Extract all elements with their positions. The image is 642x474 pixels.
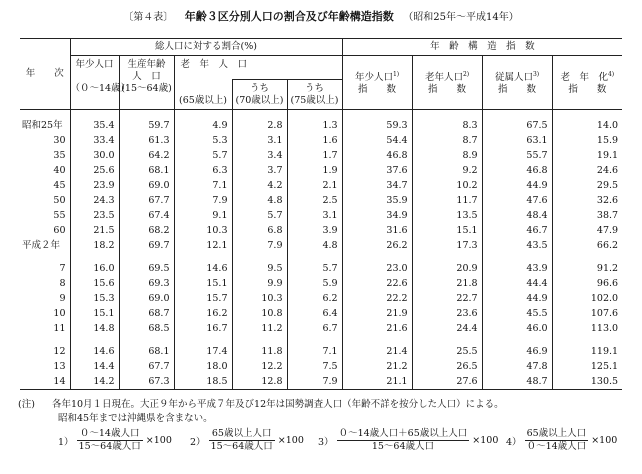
value-cell: 4.2 [232,178,287,193]
value-cell: 21.4 [342,344,412,359]
value-cell: 14.6 [70,344,119,359]
value-cell: 21.5 [70,223,119,238]
value-cell: 55.7 [482,148,552,163]
value-cell: 15.6 [70,276,119,291]
value-cell: 67.3 [119,374,174,390]
value-cell: 67.4 [119,208,174,223]
value-cell: 59.7 [119,118,174,133]
value-cell: 113.0 [552,321,622,336]
table-notes [18,398,628,426]
value-cell: 63.1 [482,133,552,148]
value-cell: 119.1 [552,344,622,359]
table-row [20,193,622,208]
year-cell: 8 [59,278,66,289]
value-cell: 67.5 [482,118,552,133]
year-cell: 40 [53,165,66,176]
value-cell: 1.9 [287,163,342,178]
value-cell: 16.2 [174,306,232,321]
value-cell: 2.5 [287,193,342,208]
value-cell: 18.2 [70,238,119,253]
value-cell: 16.0 [70,261,119,276]
table-title [0,10,642,25]
value-cell: 47.9 [552,223,622,238]
value-cell: 11.2 [232,321,287,336]
value-cell: 46.0 [482,321,552,336]
value-cell: 6.3 [174,163,232,178]
value-cell: 68.2 [119,223,174,238]
value-cell: 3.1 [287,208,342,223]
value-cell: 6.8 [232,223,287,238]
value-cell: 10.3 [232,291,287,306]
value-cell: 9.5 [232,261,287,276]
value-cell: 46.9 [482,344,552,359]
value-cell: 7.9 [174,193,232,208]
dependency-index-header: 従属人口$^{3)}$ 指 数 [482,56,552,110]
value-cell: 15.7 [174,291,232,306]
value-cell: 64.2 [119,148,174,163]
value-cell: 91.2 [552,261,622,276]
value-cell: 22.6 [342,276,412,291]
year-cell: 55 [53,210,66,221]
value-cell: 21.6 [342,321,412,336]
old-index-header: 老年人口$^{2)}$ 指 数 [412,56,482,110]
value-cell: 47.6 [482,193,552,208]
population-structure-table [20,38,622,390]
value-cell: 27.6 [412,374,482,390]
table-header [20,39,622,110]
value-cell: 96.6 [552,276,622,291]
table-number: 〔第４表〕 [123,12,174,23]
value-cell: 1.3 [287,118,342,133]
value-cell: 4.8 [232,193,287,208]
value-cell: 17.3 [412,238,482,253]
value-cell: 21.9 [342,306,412,321]
value-cell: 8.9 [412,148,482,163]
young-pop-header: 年少人口 （０～14歳） [70,56,119,110]
value-cell: 24.3 [70,193,119,208]
value-cell: 14.8 [70,321,119,336]
value-cell: 46.7 [482,223,552,238]
value-cell: 31.6 [342,223,412,238]
value-cell: 14.2 [70,374,119,390]
value-cell: 1.7 [287,148,342,163]
value-cell: 107.6 [552,306,622,321]
elderly-range-header: (65歳以上) [174,80,232,110]
formula-dependency-index: 3） $\frac{\text{０～14歳人口＋65歳以上人口}}{\text{15～64歳人口}}$ ×100 [318,428,499,452]
table-row [20,208,622,223]
value-cell: 25.5 [412,344,482,359]
year-cell: 12 [53,346,66,357]
value-cell: 69.3 [119,276,174,291]
value-cell: 68.1 [119,163,174,178]
value-cell: 38.7 [552,208,622,223]
value-cell: 47.8 [482,359,552,374]
value-cell: 10.2 [412,178,482,193]
value-cell: 14.6 [174,261,232,276]
value-cell: 5.7 [287,261,342,276]
value-cell: 44.4 [482,276,552,291]
table-row [20,163,622,178]
value-cell: 23.9 [70,178,119,193]
value-cell: 43.5 [482,238,552,253]
value-cell: 66.2 [552,238,622,253]
value-cell: 16.7 [174,321,232,336]
year-cell: 11 [53,323,66,334]
value-cell: 68.7 [119,306,174,321]
value-cell: 15.1 [70,306,119,321]
over70-header: うち (70歳以上) [232,80,287,110]
year-cell: 45 [53,180,66,191]
value-cell: 15.9 [552,133,622,148]
value-cell: 10.3 [174,223,232,238]
year-cell: 50 [53,195,66,206]
value-cell: 68.5 [119,321,174,336]
index-group-header: 年 齢 構 造 指 数 [342,39,622,56]
value-cell: 22.2 [342,291,412,306]
value-cell: 3.9 [287,223,342,238]
value-cell: 11.8 [232,344,287,359]
value-cell: 7.5 [287,359,342,374]
value-cell: 3.7 [232,163,287,178]
value-cell: 102.0 [552,291,622,306]
value-cell: 67.7 [119,359,174,374]
value-cell: 18.0 [174,359,232,374]
value-cell: 33.4 [70,133,119,148]
value-cell: 54.4 [342,133,412,148]
formula-old-index: 2） $\frac{\text{65歳以上人口}}{\text{15～64歳人口}}$ ×100 [190,428,304,452]
value-cell: 20.9 [412,261,482,276]
value-cell: 12.2 [232,359,287,374]
value-cell: 23.6 [412,306,482,321]
table-row [20,374,622,390]
value-cell: 43.9 [482,261,552,276]
value-cell: 9.2 [412,163,482,178]
value-cell: 5.9 [287,276,342,291]
year-cell: 9 [59,293,66,304]
value-cell: 48.7 [482,374,552,390]
table-row [20,359,622,374]
year-cell: 13 [53,361,66,372]
value-cell: 34.9 [342,208,412,223]
notes-mark: (注) [18,399,35,410]
value-cell: 4.9 [174,118,232,133]
value-cell: 24.6 [552,163,622,178]
value-cell: 12.8 [232,374,287,390]
year-header: 年 次 [25,68,64,79]
value-cell: 5.3 [174,133,232,148]
value-cell: 6.7 [287,321,342,336]
value-cell: 1.6 [287,133,342,148]
value-cell: 35.4 [70,118,119,133]
value-cell: 23.5 [70,208,119,223]
over75-header: うち (75歳以上) [287,80,342,110]
year-cell: 60 [53,225,66,236]
elderly-pop-header: 老 年 人 口 [174,56,342,80]
value-cell: 21.2 [342,359,412,374]
value-cell: 8.7 [412,133,482,148]
aging-index-header: 老 年 化$^{4)}$ 指 数 [552,56,622,110]
value-cell: 37.6 [342,163,412,178]
value-cell: 6.2 [287,291,342,306]
value-cell: 125.1 [552,359,622,374]
value-cell: 4.8 [287,238,342,253]
value-cell: 48.4 [482,208,552,223]
working-pop-header: 生産年齢 人 口 (15～64歳) [119,56,174,110]
table-row [20,306,622,321]
value-cell: 15.1 [412,223,482,238]
table-row [20,276,622,291]
value-cell: 13.5 [412,208,482,223]
value-cell: 24.4 [412,321,482,336]
value-cell: 69.5 [119,261,174,276]
value-cell: 14.0 [552,118,622,133]
table-row [20,261,622,276]
value-cell: 30.0 [70,148,119,163]
value-cell: 3.4 [232,148,287,163]
value-cell: 46.8 [482,163,552,178]
value-cell: 61.3 [119,133,174,148]
year-cell: 7 [59,263,66,274]
value-cell: 19.1 [552,148,622,163]
value-cell: 45.5 [482,306,552,321]
value-cell: 59.3 [342,118,412,133]
value-cell: 2.1 [287,178,342,193]
year-cell: 昭和25年 [22,120,63,131]
value-cell: 34.7 [342,178,412,193]
table-heading: 年齢３区分別人口の割合及び年齢構造指数 [184,10,394,23]
table-body [20,110,622,390]
value-cell: 7.1 [287,344,342,359]
value-cell: 22.7 [412,291,482,306]
value-cell: 5.7 [174,148,232,163]
value-cell: 23.0 [342,261,412,276]
year-cell: 35 [53,150,66,161]
value-cell: 9.1 [174,208,232,223]
value-cell: 26.2 [342,238,412,253]
year-cell: 30 [53,135,66,146]
value-cell: 46.8 [342,148,412,163]
value-cell: 44.9 [482,291,552,306]
value-cell: 29.5 [552,178,622,193]
value-cell: 67.7 [119,193,174,208]
table-period: （昭和25年～平成14年） [403,12,519,23]
value-cell: 130.5 [552,374,622,390]
value-cell: 10.8 [232,306,287,321]
formula-aging-index: 4） $\frac{\text{65歳以上人口}}{\text{０～14歳人口}}$ ×100 [506,428,618,452]
value-cell: 32.6 [552,193,622,208]
table-row [20,133,622,148]
value-cell: 69.7 [119,238,174,253]
value-cell: 5.7 [232,208,287,223]
value-cell: 21.1 [342,374,412,390]
table-row [20,344,622,359]
value-cell: 3.1 [232,133,287,148]
notes-line-2: 昭和45年までは沖縄県を含まない。 [58,413,213,424]
table-row [20,118,622,133]
year-cell: 平成２年 [22,240,61,251]
value-cell: 9.9 [232,276,287,291]
value-cell: 18.5 [174,374,232,390]
value-cell: 7.9 [287,374,342,390]
value-cell: 7.1 [174,178,232,193]
value-cell: 17.4 [174,344,232,359]
table-row [20,291,622,306]
value-cell: 8.3 [412,118,482,133]
table-row [20,238,622,253]
young-index-header: 年少人口$^{1)}$ 指 数 [342,56,412,110]
value-cell: 15.3 [70,291,119,306]
value-cell: 35.9 [342,193,412,208]
value-cell: 26.5 [412,359,482,374]
value-cell: 25.6 [70,163,119,178]
ratio-group-header: 総人口に対する割合(%) [70,39,342,56]
value-cell: 21.8 [412,276,482,291]
value-cell: 68.1 [119,344,174,359]
table-row [20,223,622,238]
notes-line-1: 各年10月１日現在。大正９年から平成７年及び12年は国勢調査人口（年齢不詳を按分した人口）による。 [51,399,504,410]
value-cell: 12.1 [174,238,232,253]
value-cell: 69.0 [119,291,174,306]
year-cell: 10 [53,308,66,319]
value-cell: 6.4 [287,306,342,321]
value-cell: 7.9 [232,238,287,253]
value-cell: 15.1 [174,276,232,291]
table-row [20,321,622,336]
table-row [20,148,622,163]
table-row [20,178,622,193]
value-cell: 11.7 [412,193,482,208]
value-cell: 2.8 [232,118,287,133]
value-cell: 69.0 [119,178,174,193]
year-cell: 14 [53,376,66,387]
formula-young-index: 1） $\frac{\text{０～14歳人口}}{\text{15～64歳人口}}$ ×100 [58,428,172,452]
value-cell: 14.4 [70,359,119,374]
value-cell: 44.9 [482,178,552,193]
